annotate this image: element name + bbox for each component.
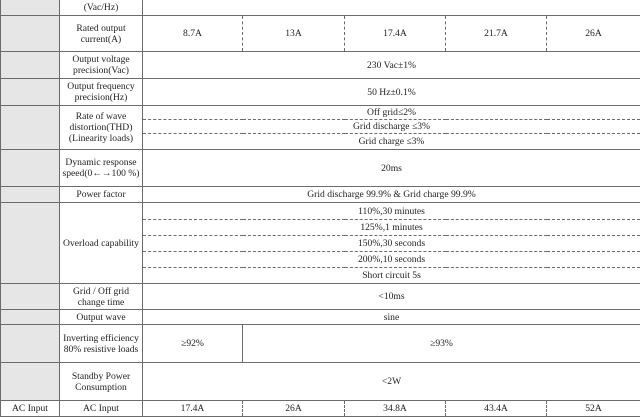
value-cell: sine xyxy=(143,310,640,325)
row-dynamic-response xyxy=(1,150,640,187)
row-label: Rated output current(A) xyxy=(60,16,143,52)
row-rated-output-current xyxy=(1,16,640,52)
value-cell: 52A xyxy=(547,401,640,417)
section-cell xyxy=(1,150,60,187)
section-cell xyxy=(1,52,60,79)
section-cell xyxy=(1,284,60,310)
row-inverting-efficiency xyxy=(1,325,640,363)
value-cell: <10ms xyxy=(143,284,640,310)
value-cell: ≥92% xyxy=(143,325,243,363)
value-cell: Grid discharge 99.9% & Grid charge 99.9% xyxy=(143,187,640,203)
value-cell: 230 Vac±1% xyxy=(143,52,640,79)
value-cell: 43.4A xyxy=(446,401,547,417)
value-cell: 8.7A xyxy=(143,16,243,52)
section-cell xyxy=(1,0,60,16)
value-cell: 50 Hz±0.1% xyxy=(143,79,640,106)
row-power-factor xyxy=(1,187,640,203)
row-label: Power factor xyxy=(60,187,143,203)
value-cell: Short circuit 5s xyxy=(143,268,640,284)
value-cell: 13A xyxy=(243,16,345,52)
value-cell: ≥93% xyxy=(243,325,640,363)
row-label: Output voltage precision(Vac) xyxy=(60,52,143,79)
row-label: Rate of wave distortion(THD) (Linearity loads) xyxy=(60,106,143,150)
value-cell: 26A xyxy=(243,401,345,417)
section-cell xyxy=(1,310,60,325)
row-label: AC Input xyxy=(60,401,143,417)
value-cell: 110%,30 minutes xyxy=(143,203,640,220)
value-cell: <2W xyxy=(143,363,640,401)
value-cell: 21.7A xyxy=(446,16,547,52)
section-cell xyxy=(1,106,60,150)
row-change-time xyxy=(1,284,640,310)
section-cell xyxy=(1,203,60,284)
value-cell: Grid charge ≤3% xyxy=(143,134,640,150)
row-ac-input xyxy=(1,401,640,417)
row-overload xyxy=(1,203,640,220)
row-output-wave xyxy=(1,310,640,325)
section-cell xyxy=(1,16,60,52)
row-label: Output wave xyxy=(60,310,143,325)
row-label: Inverting efficiency 80% resistive loads xyxy=(60,325,143,363)
value-cell: 20ms xyxy=(143,150,640,187)
row-label: Overload capability xyxy=(60,203,143,284)
value-cell: 150%,30 seconds xyxy=(143,236,640,252)
row-thd xyxy=(1,106,640,120)
row-label: Output frequency precision(Hz) xyxy=(60,79,143,106)
row-input-voltage xyxy=(1,0,640,16)
section-cell xyxy=(1,79,60,106)
section-cell xyxy=(1,363,60,401)
value-cell: 17.4A xyxy=(143,401,243,417)
value-cell: 200%,10 seconds xyxy=(143,252,640,268)
section-label: AC Input xyxy=(1,401,60,417)
row-standby-power xyxy=(1,363,640,401)
section-cell xyxy=(1,325,60,363)
value-cell: Off grid≤2% xyxy=(143,106,640,120)
value-cell xyxy=(143,0,640,16)
section-cell xyxy=(1,187,60,203)
row-output-frequency-precision xyxy=(1,79,640,106)
value-cell: 125%,1 minutes xyxy=(143,220,640,236)
row-output-voltage-precision xyxy=(1,52,640,79)
value-cell: 34.8A xyxy=(345,401,446,417)
row-label: Grid / Off grid change time xyxy=(60,284,143,310)
value-cell: Grid discharge ≤3% xyxy=(143,120,640,134)
row-label: (Vac/Hz) xyxy=(60,0,143,16)
row-label: Dynamic response speed(0←→100 %) xyxy=(60,150,143,187)
row-label: Standby Power Consumption xyxy=(60,363,143,401)
value-cell: 17.4A xyxy=(345,16,446,52)
value-cell: 26A xyxy=(547,16,640,52)
